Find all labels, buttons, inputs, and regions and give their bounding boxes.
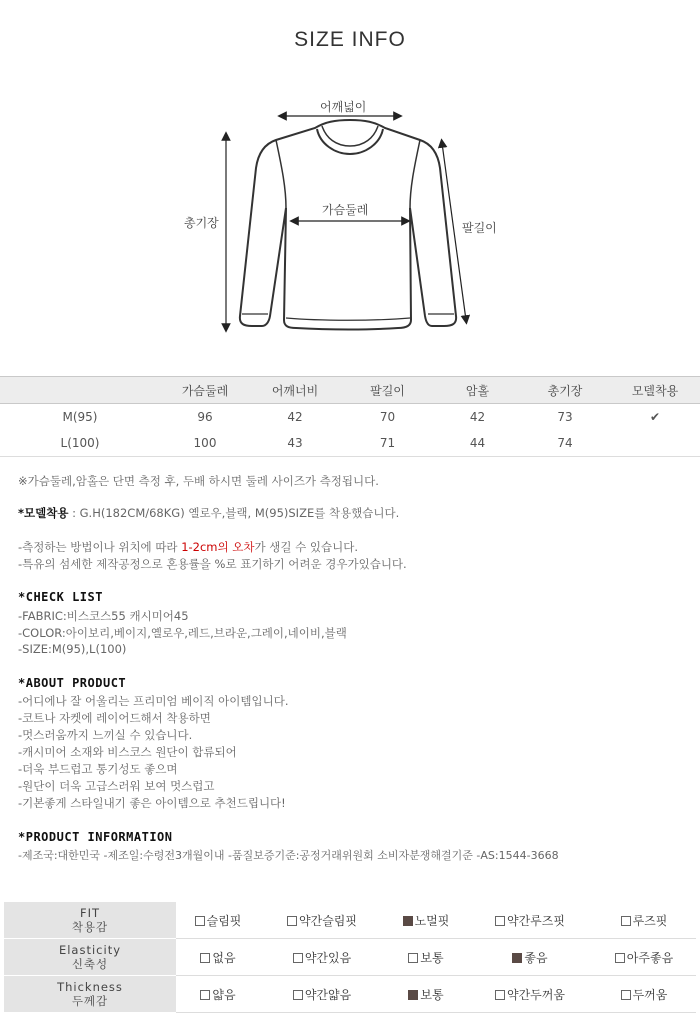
checkbox-icon [293,953,303,963]
sleeve-label: 팔길이 [462,221,497,235]
error-note [18,539,358,555]
model-text: : G.H(182CM/68KG) 옐로우,블랙, M(95)SIZE를 착용했습니다. [68,506,400,520]
checkbox-icon [200,953,210,963]
table-cell: 71 [340,430,435,457]
fit-option-selected [384,976,468,1013]
option-label: 두꺼움 [632,987,668,1002]
check-list-title: *CHECK LIST [18,590,103,604]
chest-label: 가슴둘레 [322,203,369,217]
header-cell [0,377,160,404]
option-label: 약간루즈핏 [507,913,565,928]
table-row [0,430,700,457]
about-title: *ABOUT PRODUCT [18,676,127,690]
option-label: 보통 [420,950,444,965]
fit-en-label: FIT [79,906,101,920]
size-table [0,376,700,457]
header-cell: 가슴둘레 [160,377,250,404]
error-pre: -측정하는 방법이나 위치에 따라 [18,540,182,554]
fit-option [260,902,384,939]
error-post: 가 생길 수 있습니다. [254,540,358,554]
fit-option [592,976,696,1013]
fit-option [260,939,384,976]
fit-option [468,976,592,1013]
option-label: 없음 [212,950,236,965]
table-cell: 74 [520,430,610,457]
table-cell: 96 [197,410,213,424]
fit-table [4,902,696,1013]
elasticity-en-label: Elasticity [58,943,122,957]
checkbox-icon [621,990,631,1000]
option-label: 보통 [420,987,444,1002]
list-item: -코트나 자켓에 레이어드해서 착용하면 [18,711,211,725]
checkbox-icon [287,916,297,926]
thickness-ko-label: 두께감 [71,994,109,1008]
model-label: *모델착용 [18,506,69,520]
checkbox-icon [293,990,303,1000]
header-cell: 어깨너비 [250,377,340,404]
header-cell: 암홀 [435,377,520,404]
elasticity-row-header [4,939,176,976]
option-label: 약간얇음 [304,987,352,1002]
option-label: 약간슬림핏 [299,913,357,928]
size-cell: L(100) [0,430,160,457]
list-item: -더욱 부드럽고 통기성도 좋으며 [18,762,178,776]
list-item: -원단이 더욱 고급스러워 보여 멋스럽고 [18,779,215,793]
elasticity-row [4,939,696,976]
list-item: -FABRIC:비스코스55 캐시미어45 [18,609,189,623]
product-info-line: -제조국:대한민국 -제조일:수령전3개월이내 -품질보증기준:공정거래위원회 소비자분쟁해결기준 -AS:1544-3668 [18,849,559,862]
header-cell: 팔길이 [340,377,435,404]
size-table-header [0,377,700,404]
fit-ko-label: 착용감 [71,920,109,934]
table-cell: 73 [557,410,573,424]
model-note [18,505,399,521]
thickness-row-header [4,976,176,1013]
product-info-title: *PRODUCT INFORMATION [18,830,173,844]
checkbox-icon [200,990,210,1000]
checkbox-icon [495,916,505,926]
fit-option [592,939,696,976]
option-label: 좋음 [524,950,548,965]
table-cell: 70 [379,410,396,424]
checkbox-filled-icon [403,916,413,926]
option-label: 얇음 [212,987,236,1002]
table-cell: 43 [250,430,340,457]
option-label: 약간두꺼움 [507,987,565,1002]
fit-row [4,902,696,939]
garment-diagram [170,88,530,348]
thickness-row [4,976,696,1013]
checkbox-icon [408,953,418,963]
list-item: -캐시미어 소재와 비스코스 원단이 합류되어 [18,745,237,759]
size-cell: M(95) [62,410,98,424]
checkbox-icon [195,916,205,926]
table-cell: 42 [287,410,303,424]
table-cell: 42 [469,410,486,424]
measure-note: ※가슴둘레,암홀은 단면 측정 후, 두배 하시면 둘레 사이즈가 측정됩니다. [18,474,379,488]
checkmark-icon: ✔ [649,410,661,424]
option-label: 루즈핏 [632,913,668,928]
fit-option [384,939,468,976]
header-cell: 총기장 [520,377,610,404]
fit-option [176,902,260,939]
checkbox-icon [615,953,625,963]
fit-option [468,902,592,939]
blend-note: -특유의 섬세한 제작공정으로 혼용률을 %로 표기하기 어려운 경우가있습니다. [18,557,407,571]
table-cell: 100 [160,430,250,457]
fit-option [260,976,384,1013]
header-cell: 모델착용 [610,377,700,404]
table-row [0,404,700,431]
checkbox-filled-icon [408,990,418,1000]
fit-option-selected [468,939,592,976]
option-label: 아주좋음 [626,950,674,965]
list-item: -기본좋게 스타일내기 좋은 아이템으로 추천드립니다! [18,796,286,810]
fit-option [592,902,696,939]
shoulder-label: 어깨넓이 [320,100,367,114]
checkbox-icon [621,916,631,926]
thickness-en-label: Thickness [57,980,123,994]
elasticity-ko-label: 신축성 [71,957,109,971]
list-item: -COLOR:아이보리,베이지,옐로우,레드,브라운,그레이,네이비,블랙 [18,626,347,640]
error-highlight: 1-2cm의 오차 [181,540,255,554]
list-item: -SIZE:M(95),L(100) [18,642,127,656]
fit-option [176,939,260,976]
table-cell [610,430,700,457]
fit-option-selected [384,902,468,939]
list-item: -멋스러움까지 느끼실 수 있습니다. [18,728,193,742]
sweater-illustration [170,88,530,348]
option-label: 약간있음 [304,950,352,965]
table-cell: 44 [435,430,520,457]
list-item: -어디에나 잘 어울리는 프리미엄 베이직 아이템입니다. [18,694,289,708]
checkbox-filled-icon [512,953,522,963]
option-label: 노멀핏 [414,913,450,928]
length-label: 총기장 [184,216,219,230]
option-label: 슬림핏 [206,913,242,928]
page-title: SIZE INFO [294,28,406,51]
checkbox-icon [495,990,505,1000]
fit-row-header [4,902,176,939]
fit-option [176,976,260,1013]
